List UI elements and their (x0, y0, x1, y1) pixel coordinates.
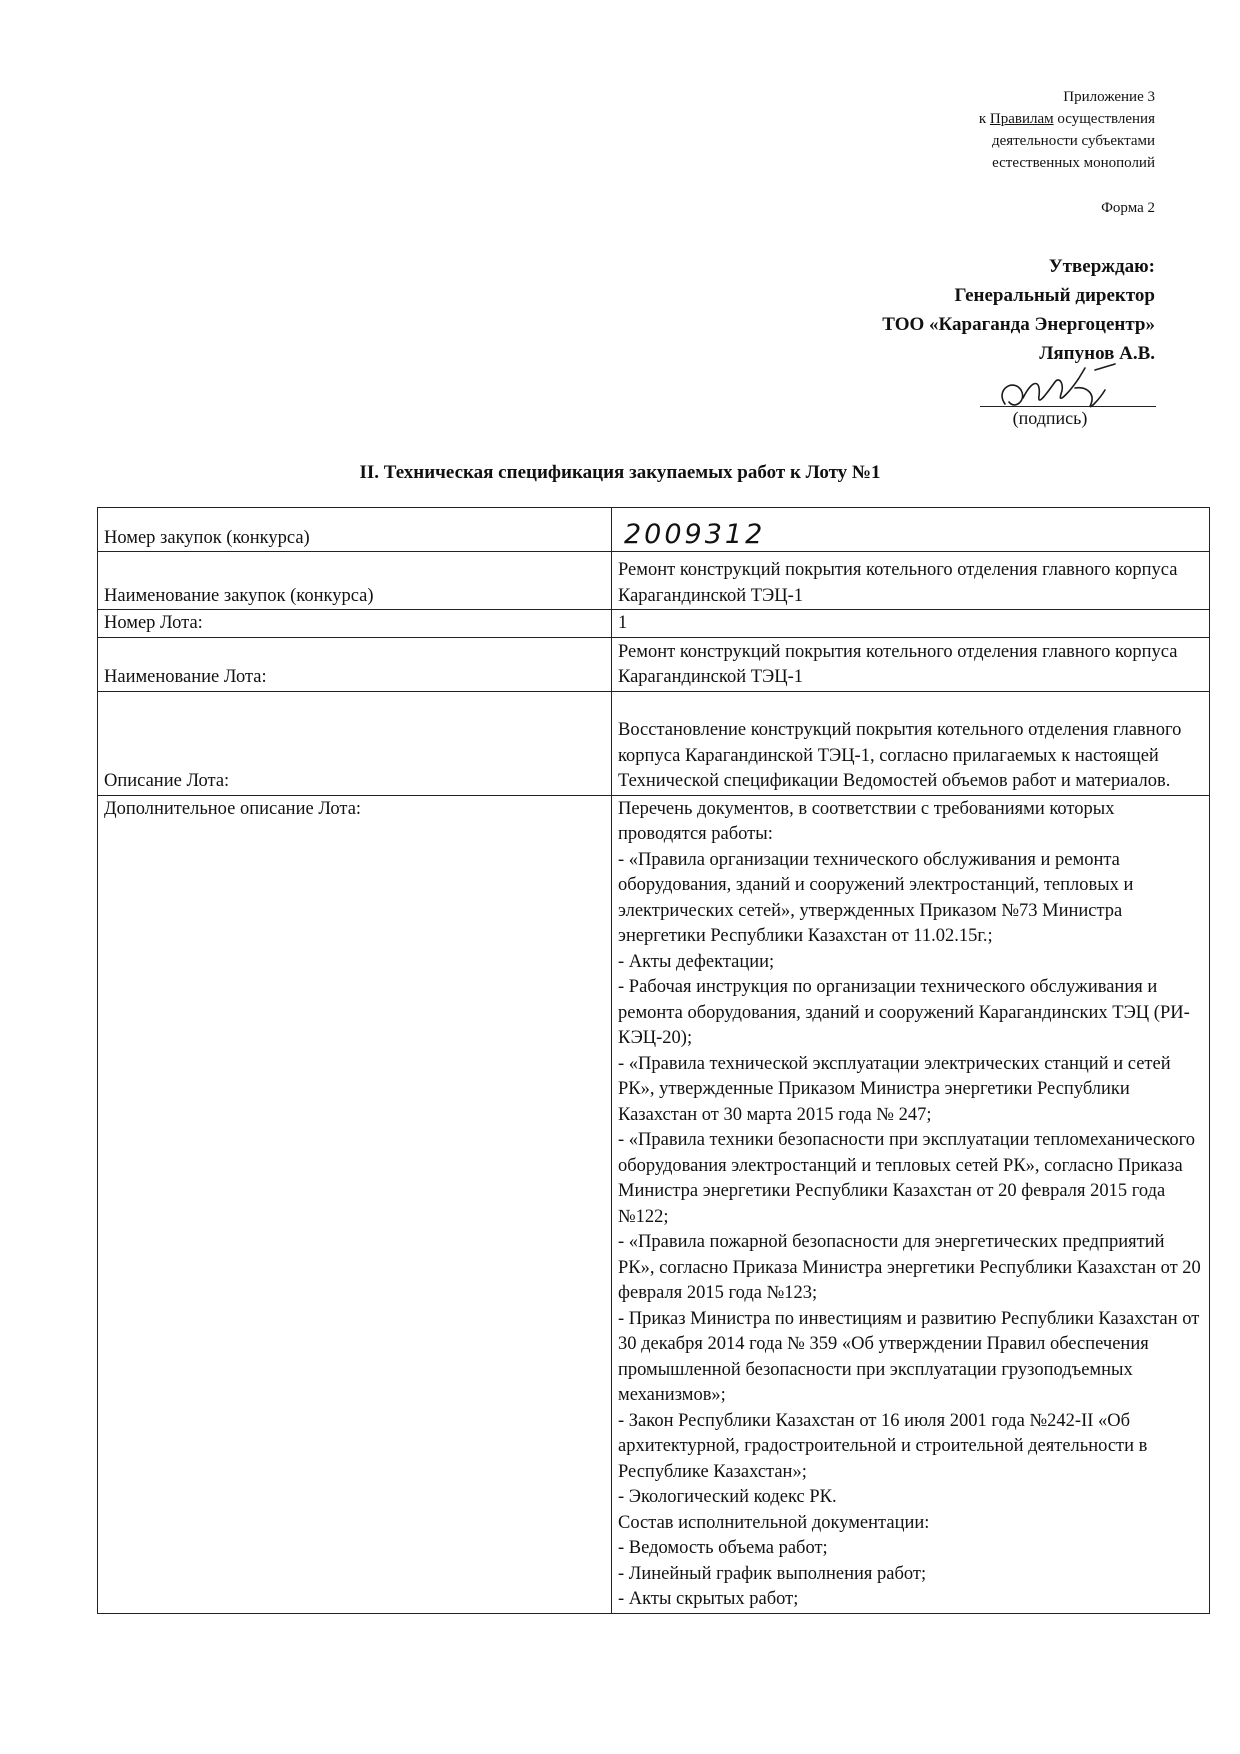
appendix-line-2-prefix: к (978, 111, 990, 127)
description-line: - Экологический кодекс РК. (618, 1487, 837, 1507)
row-value: Восстановление конструкций покрытия котельного отделения главного корпуса Карагандинской ТЭЦ-1, согласно прилагаемых к настоящей Технической спецификации Ведомостей объемов работ и материалов. (612, 691, 1210, 795)
signature-caption: (подпись) (1012, 408, 1088, 428)
procurement-number (612, 508, 1210, 552)
table-row (98, 691, 1210, 795)
table-row (98, 637, 1210, 691)
description-line: - Акты дефектации; (618, 951, 775, 972)
table-row (98, 610, 1210, 638)
row-value: 1 (612, 610, 1210, 638)
row-label: Наименование Лота: (98, 637, 612, 691)
approval-heading: Утверждаю: (1048, 256, 1155, 277)
approval-position: Генеральный директор (954, 285, 1155, 306)
description-line: - «Правила пожарной безопасности для энергетических предприятий РК», согласно Приказа Министра энергетики Республики Казахстан от 20 февраля 2015 года №123; (618, 1232, 1201, 1303)
document-title: II. Техническая спецификация закупаемых работ к Лоту №1 (359, 462, 881, 483)
appendix-reference (735, 86, 1155, 174)
approval-block (635, 252, 1155, 368)
row-label: Описание Лота: (98, 691, 612, 795)
description-line: - «Правила техники безопасности при эксплуатации тепломеханического оборудования электростанций и тепловых сетей РК», согласно Приказа Министра энергетики Республики Казахстан от 20 февраля 2015 года №122; (618, 1130, 1195, 1227)
approval-company: ТОО «Караганда Энергоцентр» (882, 314, 1155, 335)
table-row (98, 508, 1210, 552)
table-row (98, 552, 1210, 610)
additional-description (612, 795, 1210, 1613)
row-value: Ремонт конструкций покрытия котельного отделения главного корпуса Карагандинской ТЭЦ-1 (612, 637, 1210, 691)
form-label: Форма 2 (1101, 200, 1155, 216)
appendix-line-1: Приложение 3 (1063, 89, 1155, 105)
description-line: - Приказ Министра по инвестициям и развитию Республики Казахстан от 30 декабря 2014 года № 359 «Об утверждении Правил обеспечения промышленной безопасности при эксплуатации грузоподъемных механизмов»; (618, 1308, 1200, 1405)
row-label: Номер закупок (конкурса) (98, 508, 612, 552)
description-line: - Закон Республики Казахстан от 16 июля 2001 года №242-II «Об архитектурной, градостроительной и строительной деятельности в Республике Казахстан»; (618, 1410, 1148, 1482)
row-label: Наименование закупок (конкурса) (98, 552, 612, 610)
description-line: - Ведомость объема работ; (618, 1538, 828, 1558)
description-line: Состав исполнительной документации: (618, 1512, 930, 1533)
appendix-line-2-suffix: осуществления (1053, 111, 1155, 127)
appendix-line-2 (735, 108, 1155, 130)
description-line: - «Правила организации технического обслуживания и ремонта оборудования, зданий и сооружений электростанций, тепловых и электрических сетей», утвержденных Приказом №73 Министра энергетики Республики Казахстан от 11.02.15г.; (618, 849, 1134, 946)
signature-line (980, 406, 1156, 407)
row-value: Ремонт конструкций покрытия котельного отделения главного корпуса Карагандинской ТЭЦ-1 (612, 552, 1210, 610)
table-row (98, 795, 1210, 1613)
appendix-line-4: естественных монополий (992, 155, 1155, 171)
specification-table (97, 507, 1210, 1614)
description-line: Перечень документов, в соответствии с требованиями которых проводятся работы: (618, 798, 1115, 844)
procurement-number-handwritten: 2009312 (624, 518, 766, 550)
rules-link[interactable]: Правилам (989, 111, 1054, 127)
row-label: Номер Лота: (98, 610, 612, 638)
appendix-line-3: деятельности субъектами (991, 133, 1155, 149)
description-line: - Акты скрытых работ; (618, 1589, 799, 1609)
description-line: - Линейный график выполнения работ; (618, 1563, 927, 1584)
description-line: - «Правила технической эксплуатации электрических станций и сетей РК», утвержденные Приказом Министра энергетики Республики Казахстан от 30 марта 2015 года № 247; (618, 1053, 1171, 1125)
row-label: Дополнительное описание Лота: (98, 795, 612, 1613)
approval-name: Ляпунов А.В. (1039, 343, 1155, 364)
description-line: - Рабочая инструкция по организации технического обслуживания и ремонта оборудования, зданий и сооружений Карагандинских ТЭЦ (РИ-КЭЦ-20); (618, 977, 1190, 1048)
